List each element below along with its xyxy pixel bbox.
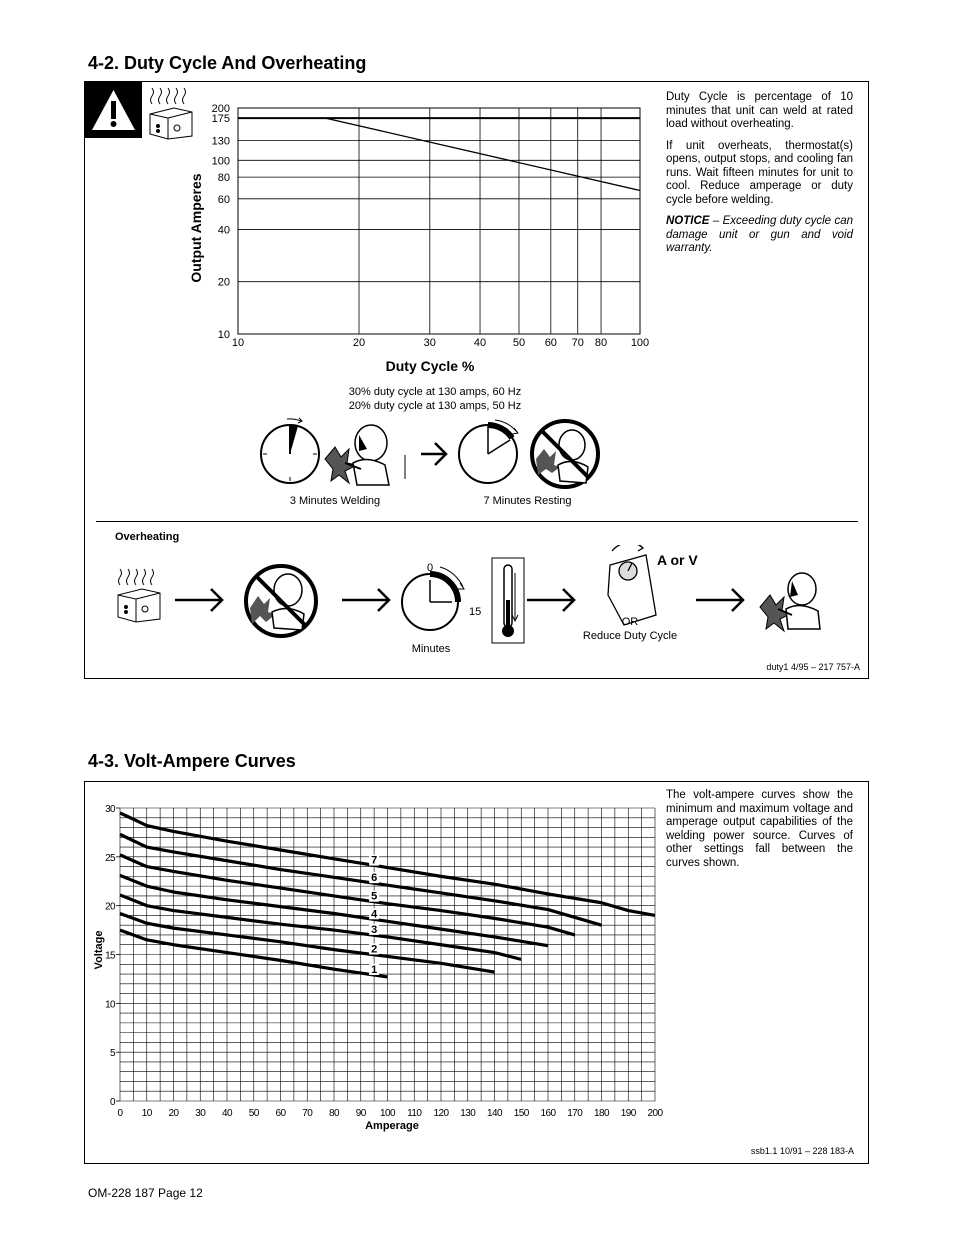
timer-fifteen-label: 15: [469, 606, 482, 618]
va-figure-code: ssb1.1 10/91 – 228 183-A: [750, 1146, 854, 1156]
rating-50hz: 20% duty cycle at 130 amps, 50 Hz: [348, 400, 522, 412]
duty-x-tick-label: 40: [473, 337, 487, 349]
resting-caption: 7 Minutes Resting: [483, 495, 572, 507]
va-curve-label-6: 6: [371, 872, 378, 885]
notice-text: – Exceeding duty cycle can damage unit or gun and void warranty.: [666, 215, 853, 254]
welding-caption: 3 Minutes Welding: [289, 495, 381, 507]
duty-y-tick-label: 40: [217, 224, 230, 237]
thermometer-icon: [492, 558, 524, 643]
welder-icon: [760, 573, 820, 631]
va-y-tick-label: 0: [110, 1097, 115, 1108]
notice-label: NOTICE: [666, 215, 710, 227]
timer-zero-label: 0: [427, 562, 434, 574]
welder-icon: [325, 425, 405, 485]
duty-x-tick-label: 70: [571, 337, 584, 349]
va-x-tick-label: 100: [380, 1108, 395, 1119]
va-x-tick-label: 180: [594, 1108, 609, 1119]
arrow-right-icon: [527, 589, 574, 611]
duty-cycle-chart: [180, 100, 660, 380]
overheating-sequence: [110, 545, 830, 645]
section-title-volt-ampere: 4-3. Volt-Ampere Curves: [88, 751, 296, 771]
reduce-duty-cycle-label: Reduce Duty Cycle: [582, 630, 678, 642]
va-curve-label-2: 2: [371, 943, 378, 956]
duty-x-tick-label: 10: [231, 337, 245, 349]
va-x-tick-label: 120: [433, 1108, 449, 1119]
duty-y-tick-label: 20: [217, 276, 230, 289]
duty-illustration: [255, 413, 605, 493]
duty-y-tick-label: 10: [217, 329, 230, 341]
adjust-knob-icon: [608, 545, 656, 625]
section-title-duty-cycle: 4-2. Duty Cycle And Overheating: [88, 53, 367, 73]
va-x-tick-label: 140: [487, 1108, 502, 1119]
rating-60hz: 30% duty cycle at 130 amps, 60 Hz: [348, 386, 522, 398]
page-footer: OM-228 187 Page 12: [88, 1186, 203, 1200]
duty-ratings: [300, 385, 570, 413]
duty-y-tick-label: 175: [211, 113, 230, 126]
duty-x-tick-label: 20: [352, 337, 366, 349]
va-x-tick-label: 70: [302, 1108, 313, 1119]
va-y-tick-label: 15: [105, 950, 115, 962]
va-curve-label-7: 7: [371, 854, 378, 867]
duty-x-tick-label: 100: [630, 337, 650, 349]
duty-description: [666, 91, 853, 264]
duty-chart-xlabel: Duty Cycle %: [385, 358, 475, 374]
arrow-right-icon: [175, 589, 222, 611]
minutes-label: Minutes: [411, 643, 451, 655]
va-x-tick-label: 30: [195, 1108, 206, 1119]
duty-chart-ylabel: Output Amperes: [188, 173, 204, 283]
va-x-tick-label: 50: [248, 1108, 259, 1119]
duty-notice: [666, 215, 853, 256]
va-x-tick-label: 110: [407, 1108, 422, 1119]
duty-y-tick-label: 80: [217, 172, 230, 185]
va-x-tick-label: 90: [355, 1108, 366, 1119]
va-x-tick-label: 80: [329, 1108, 339, 1119]
va-y-tick-label: 10: [105, 999, 115, 1011]
duty-y-tick-label: 100: [211, 155, 230, 168]
duty-y-tick-label: 200: [211, 103, 230, 115]
va-x-tick-label: 60: [275, 1108, 286, 1119]
va-paragraph: The volt-ampere curves show the minimum and maximum voltage and amperage output capabilities of the welding power source. Curves of other settings fall between the curves shown.: [666, 789, 853, 869]
va-chart-xlabel: Amperage: [365, 1120, 419, 1132]
duty-x-tick-label: 50: [512, 337, 526, 349]
va-curve-label-1: 1: [371, 963, 378, 976]
va-x-tick-label: 160: [540, 1108, 556, 1119]
va-y-tick-label: 5: [110, 1048, 115, 1060]
va-description: [666, 789, 853, 878]
arrow-right-icon: [421, 443, 446, 465]
va-y-tick-label: 20: [105, 901, 115, 913]
warning-icon: [85, 82, 142, 138]
va-x-tick-label: 10: [141, 1108, 152, 1119]
duty-paragraph-1: Duty Cycle is percentage of 10 minutes that unit can weld at rated load without overheating.: [666, 91, 853, 130]
duty-x-tick-label: 30: [423, 337, 436, 349]
a-or-v-label: A or V: [657, 552, 698, 568]
arrow-right-icon: [696, 589, 743, 611]
duty-x-tick-label: 80: [594, 337, 608, 349]
va-x-tick-label: 170: [567, 1108, 583, 1119]
va-curve-label-4: 4: [371, 908, 378, 921]
duty-figure-code: duty1 4/95 – 217 757-A: [766, 662, 860, 672]
va-x-tick-label: 20: [168, 1108, 179, 1119]
or-label: OR: [621, 616, 639, 628]
duty-paragraph-2: If unit overheats, thermostat(s) opens, output stops, and cooling fan runs. Wait fifteen minutes for unit to cool. Reduce amperage or duty cycle before welding.: [666, 139, 853, 206]
duty-chart-frame: [238, 108, 640, 334]
va-x-tick-label: 130: [460, 1108, 476, 1119]
va-y-tick-label: 25: [105, 852, 115, 864]
va-x-tick-label: 0: [117, 1108, 123, 1119]
duty-cycle-line: [325, 118, 640, 190]
va-y-tick-label: 30: [105, 804, 115, 815]
va-x-tick-label: 40: [222, 1108, 232, 1119]
timer-icon: [402, 567, 464, 630]
va-x-tick-label: 190: [620, 1108, 636, 1119]
hot-machine-icon: [118, 569, 160, 622]
va-x-tick-label: 150: [513, 1108, 529, 1119]
overheating-label: Overheating: [115, 531, 180, 543]
divider: [96, 521, 858, 522]
duty-y-tick-label: 60: [217, 193, 230, 206]
va-chart-ylabel: Voltage: [93, 930, 105, 970]
va-curve-label-3: 3: [371, 923, 378, 936]
no-welding-icon: [246, 566, 316, 636]
va-curve-label-5: 5: [371, 890, 378, 903]
no-welding-icon: [532, 421, 598, 487]
duty-y-tick-label: 130: [211, 135, 230, 148]
clock-welding-icon: [261, 418, 319, 483]
arrow-right-icon: [342, 589, 389, 611]
duty-x-tick-label: 60: [544, 337, 557, 349]
volt-ampere-chart: [88, 796, 668, 1136]
va-x-tick-label: 200: [647, 1108, 663, 1119]
clock-resting-icon: [459, 420, 518, 483]
